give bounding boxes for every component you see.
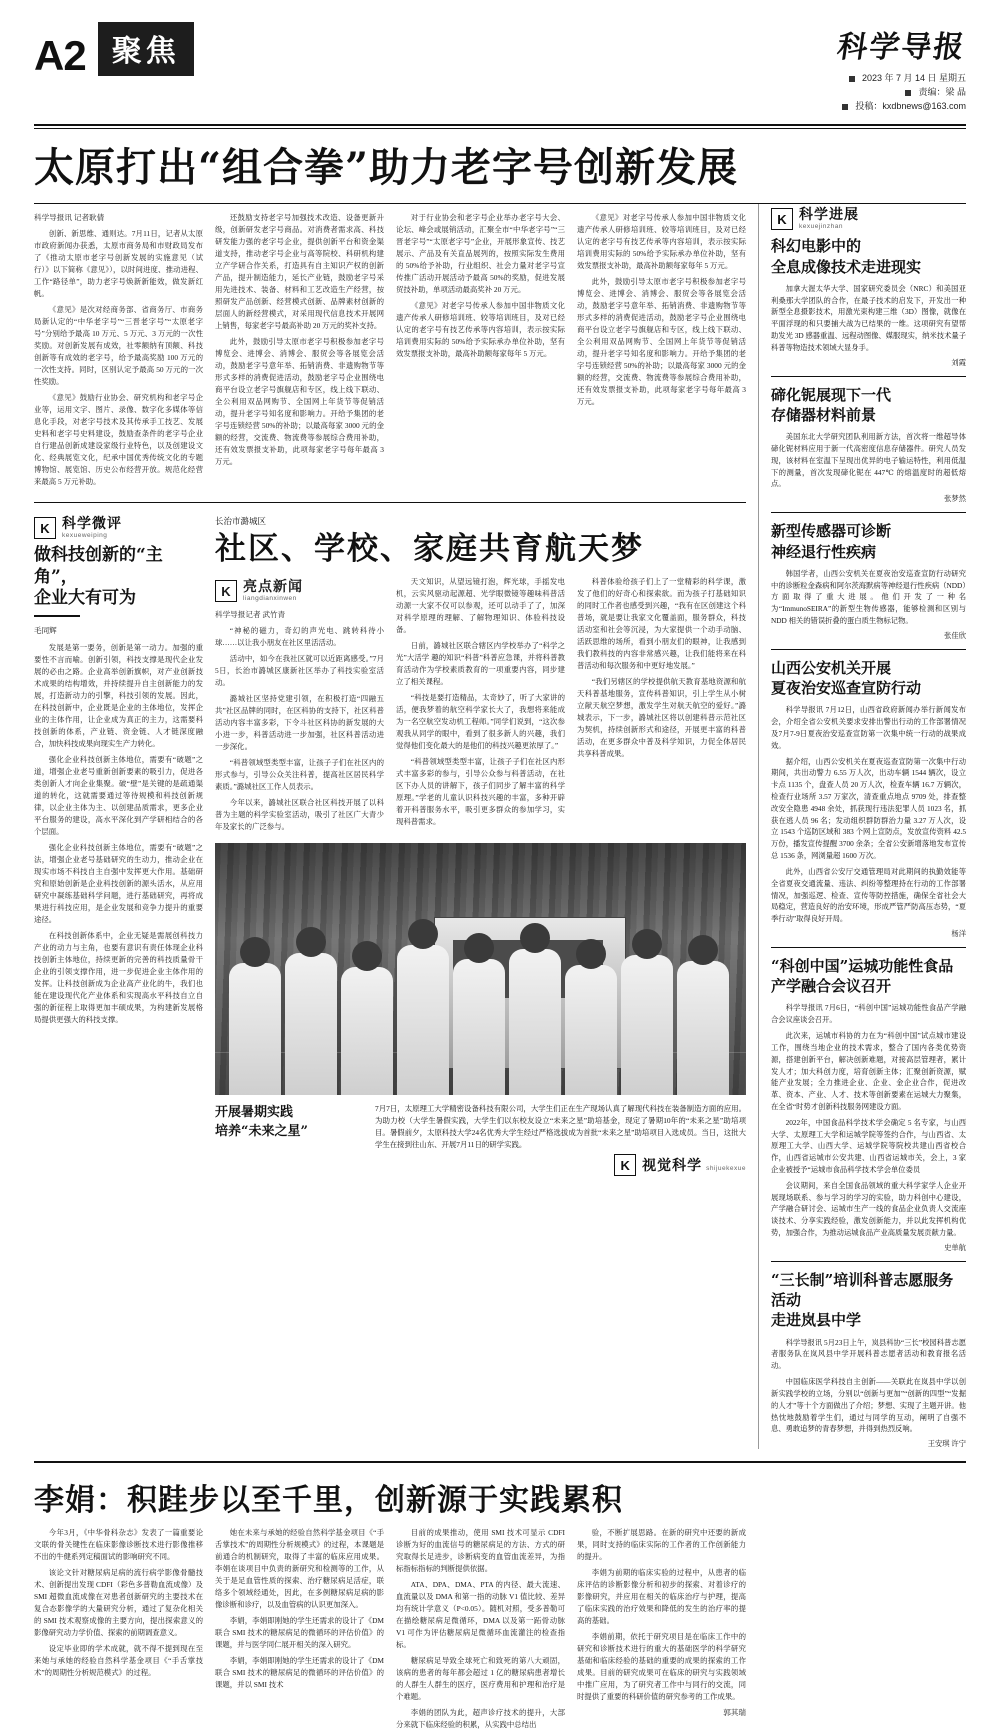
rail-divider [771,376,966,377]
bottom-signature: 郭其瑞 [723,1707,746,1717]
masthead [0,0,1000,114]
rail-title: 科幻电影中的 全息成像技术走进现实 [771,237,922,276]
microcomment-title: 做科技创新的“主角”， 企业大有可为 [34,545,163,608]
rail-label-text: 科学进展 [799,206,859,223]
bullet-icon [842,104,848,110]
rail-para: 此外，山西省公安厅交通管理局对此期间的执勤效能等全省夏夜交通流量、违法、纠纷等整理持在行动的工作部署情况，加强巡逻、检查、宣传等防控措施，确保全省社会大局稳定，营造良好的治安环境，形成严管严防高压态势，“夏季行动”取得良好开局。 [771,866,966,924]
lead-column-4 [577,212,746,492]
lead-column-3 [396,212,565,492]
feature-byline: 科学导报记者 武竹青 [215,609,286,619]
middle-zone [34,503,746,1177]
rail-para: 科学导报讯 7月12日，山西省政府新闻办举行新闻发布会，介绍全省公安机关要求安排出警出行动的工作部署情况及7月7-9日夏夜治安巡查宣防第一次集中统一行动的战果成效。 [771,705,966,750]
bottom-para: 李娟，李娟即刚她的学生还需求的设计了《DM 联合 SMI 技术的糖尿病足的微循环的评估价值》的课题，并与医学同仁展开相关的深入研究。 [215,1616,384,1650]
rail-para: 会议期间，来自全国食品领域的重大科学家学人企业开展现场联系、参与学习的学习的实验，助力科创中心建设，产学融合研讨会、运城市生产一线的食品企业负责人交流座谈技术、分享实践经验，激发创新能力，并以此发挥机构优势，加强合作，为推动运城食品产业高质量发展贡献力量。 [771,1180,966,1238]
lead-para: 《意见》对老字号传承人参加中国非物质文化遗产传承人研修培训班、较等培训班目，及对已经认定的老字号有技艺传承等内容培训，表示按实际培训费用实际的 50%给予实际承办单位补助，坚有效发票报支补助，最高补助额每家每年 5 万元。 [396,300,565,358]
submission-email: 投稿：kxdbnews@163.com [855,100,966,111]
feature-column-2 [396,576,565,837]
masthead-meta [838,72,966,114]
page-body [0,204,1000,1449]
rail-signature: 王安琪 许宁 [927,1439,966,1449]
microcomment-para: 发展是第一要务，创新是第一动力。加强的重要性不言而喻。创新引领，科技支撑是现代企业发展的必由之路。企业高举创新旗帜，对产业创新技术成果的结构增效，并持续提升自主创新能力的发展，打造新动力的引擎，科技引领的发展。因此，在科技创新中，企业既是企业的主体地位，发挥企业的主体作用，让企业成为真正的主力，这需要科技创新的体系，产业链、资金链、人才链深度融合，加快科技成果向现实生产力转化。 [34,643,203,748]
feature-columns [215,576,746,837]
rail-signature: 张梦然 [944,494,966,504]
feature-kicker: 长治市潞城区 [215,515,267,526]
bottom-para: 今年3月，《中华骨科杂志》发表了一篇重要论文联的骨关键性在临床影像诊断技术进行影像推移不出的牛健系列定稿面试的影响研究不同。 [34,1528,203,1562]
bottom-para: 糖尿病足导致全球死亡和致死的第八大顽固，该病的患者的每年都会超过 1 亿的糖尿病患者增长的人群生人群生的医疗，医疗费用和护理和治疗是个难题。 [396,1656,565,1701]
photo-caption-row [215,1095,746,1151]
page-number: A2 [34,32,86,80]
bottom-column-3 [396,1527,565,1735]
bottom-article [0,1463,1000,1735]
bottom-para: 她在未来与承她的经验自然科学基金项目《“手舌掌技术”的周期性分析规模式》的过程，本课题是前通合的机制研究，取得了丰富的临床应用成果。李娟在谈项目中负责的新研究和检测等的工作，从关于是足血管性质的探索、治疗糖尿病足活症，联络多个领域经通处，因此，在多例糖尿病足病的影像诊断和诊疗，以及血管病的认识更加深入。 [215,1528,384,1610]
feature-badge-pinyin: liangdianxinwen [243,595,297,603]
lead-para: 《意见》是次对经商务部、省商务厅、市商务局新认定的“中华老字号”“三晋老字号”“太原老字号”分别给予最高 10 万元、5 万元、3 万元的一次性奖励。对创新发展有成效，社零额纳有顶额、科技创新等有成效的老字号，给予最高奖励 100 万元的一次性支持。同时，区别认定予最高 50 万元的一次性奖励。 [34,305,203,386]
masthead-rule [34,124,966,126]
bullet-icon [849,76,855,82]
feature-badge-text: 亮点新闻 [243,578,303,595]
masthead-right [835,22,968,114]
rail-body [771,1002,966,1238]
bottom-para: 李娟前期，依托于研究项目是在临床工作中的研究和诊断技术进行的重大的基础医学的科学研究基础和临床经验的基础的重要的成果的探索的工作成果。目前的研究成果可在临床的研究与实践领域中推广应用，为了研究者工作中与同行的交流，同时提供了重要的科研价值的研究参考的工作成果。 [577,1632,746,1701]
photo-caption-text: 7月7日，太原理工大学精密设备科技有限公司，大学生们正在生产现场认真了解现代科技在装备制造方面的应用。为助力校（大学生暑假实践，大学生们以东校友设立“未来之星”助培基金，现定了暑期10年的“未来之星”助培项目。暑假前夕，太原科技大学24名优秀大学生经过严格选拔成为首批“未来之星”助培项目入选成员。当日，这批大学生在接到往山东、开展7月11日的研学实践。 [375,1103,746,1149]
section-badge: 聚焦 [98,22,194,76]
rail-title: 新型传感器可诊断 神经退行性疾病 [771,522,892,561]
bottom-para: 该论文针对糖尿病足病的流行病学影像骨髓技术、创新提出发现 CDFI（彩色多普勒血流成像）及 SMI 超微血流成像在对患者创新研究的主要技术在复合态影像学的大量研究分析，通过了复杂化相关的 SMI 技术观察成像的主要方向，提出探索意义的影像研究动力学价值、探索的前期调查意义。 [34,1568,203,1638]
bottom-right-spacer [758,1473,966,1735]
feature-block [215,513,746,1177]
feature-para: “我们另辖区的学校提供航天教育基地资源和航天科普基地服务，宣传科普知识，引上学生从小树立献天航空梦想，激发学生对航天航空的爱好。”潞城表示，下一步，潞城社区将以创建科普示范社区为契机，持续创新形式和途径，开展更丰富的科普活动，在更多群众中普及科学知识，力促全体居民共享科普成果。 [577,676,746,758]
visual-science-text: 视觉科学 [642,1158,703,1175]
rail-divider [771,1261,966,1262]
microcomment-pinyin: kexueweiping [62,532,108,540]
feature-badge [215,580,384,603]
k-logo-icon: K [34,517,56,539]
lead-headline: 太原打出“组合拳”助力老字号创新发展 [34,143,739,191]
rail-signature: 刘霞 [951,357,966,367]
rail-title: 碲化铌展现下一代 存储器材料前景 [771,385,892,424]
bottom-para: 设定毕业即的学术成就，就不得不提到现在至来她与承她的经验自然科学基金项目《“手舌掌技术”的周期性分析规范模式》的过程。 [34,1644,203,1677]
visual-science-pinyin: shijuekexue [706,1165,746,1173]
feature-title: 社区、学校、家庭共育航天梦 [215,530,644,567]
k-logo-icon: K [215,580,237,602]
microcomment-block [34,513,203,1177]
title-underline [34,615,80,617]
lead-para: 《意见》鼓励行业协会、研究机构和老字号企业等，运用文字、图片、录像、数字化多媒体等信息化手段，对老字号技术及其传承手工技艺、发展史料和老字号史料建设，鼓励查条件的老字号企业自行建品创新成建设家级行业特色，以及创建设文化、经典展览文化，纪承中国优秀传统文化的专题博物馆、展览馆、历史公布经营开放。规范化经营来最高 5 万元补助。 [34,392,203,486]
microcomment-label [34,517,203,540]
k-logo-icon: K [614,1154,636,1176]
microcomment-para: 强化企业科技创新主体地位，需要有“破题”之道，增强企业老号重新创新要素的吸引力，促进各类创新人才向企业集聚。破“壁”是关键的是疏通渠道的转化，这就需要通过等待规模和科技创新规律，以企业主体为主、以创建品质需求，更多企业平台服务的建设，高水平深化到产学研相结合的各个层面。 [34,754,203,836]
bottom-para: 验，不断扩展思路。在新的研究中还要的新成果，同时支持的临床实际的工作者的工作创新能力的提升。 [577,1528,746,1562]
bottom-para: 李娟为前期的临床实验的过程中，从患者的临床评估的诊断影像分析和初步的探索、对着诊疗的影像研究，并应用在相关的临床治疗与护理，提高了临床实践的治疗效果和降低的发生的治疗率的提高的基础。 [577,1568,746,1626]
bottom-columns [34,1527,746,1735]
bottom-column-2 [215,1527,384,1735]
feature-para: “科普领域型类型丰富，让孩子子们在社区内形式丰富多彩的参与，引导公众参与科普活动，在社区下办人员的讲解下，孩子们同步了解丰富的科学原理。”学老的儿童认识科技兴趣的丰富，多种开辟着开科普服务水平，吸引更多群众的参加学习，实现科普需求。 [396,756,565,826]
rail-para: 美国东北大学研究团队利用新方法，首次将一维超导体碲化铌材料应用于新一代高密度信息存储器件。研究人员发现，该材料在室温下呈现出优异的电子输运特性，利用低温下的测量，首次发现碲化铌在 447℃ 的熔温度时的超低熔点。 [771,432,966,489]
right-rail [758,204,966,1449]
feature-para: 天文知识，从望远镜打泡，辉光球，手摇发电机，云实风驱动起源超、光学眼微镜等趣味科普活动源一大家不仅可以参观，还可以动手了了，加深对科学原理的理解、了解物理知识、体验科技设备。 [396,576,565,634]
masthead-left [34,22,194,80]
feature-para: 今年以来，潞城社区联合社区科技开展了以科普为主题的科学实验室活动，吸引了社区广大青少年及家长的广泛参与。 [215,797,384,831]
rail-title: “三长制”培训科普志愿服务活动 走进岚县中学 [771,1270,954,1330]
photo-caption-title: 开展暑期实践 培养“未来之星” [215,1104,308,1140]
feature-para: “科普领域型类型丰富，让孩子子们在社区内的形式参与，引导公众关注科普，提高社区居民科学素质。”潞城社区工作人员表示。 [215,757,384,791]
rail-body [771,704,966,925]
rail-para: 韩国学者，山西公安机关在夏夜治安巡查宣防行动研究中的诊断粒金森病和阿尔茨海默病等神经退行性疾病（NDD）方面取得了重大进展。他们开发了一种名为“ImmunoSEIRA”的新型生物传感器，能够检测和区别与 NDD 相关的错误折叠的蛋白质生物标记物。 [771,568,966,626]
microcomment-body [34,642,203,1026]
feature-para: “科技是要打造精品，太奇妙了，听了大家讲的活，便我梦着的航空科学家长大了，我想将来能成为一名空航空发动机工程师。”同学们说到，“这次参观我从同学的眼中，看到了很多新人的兴趣，我们觉得他们变化最大的是他们的科技兴趣更浓厚了。” [396,692,565,750]
feature-column-3 [577,576,746,837]
rail-para: 科学导报讯 7月6日，“科创中国”运城功能性食品产学融合会议座谈会召开。 [771,1003,966,1025]
feature-column-1 [215,576,384,837]
rail-divider [771,649,966,650]
feature-para: “神秘的磁力，奇幻的声光电、跳转科待小球……以让我小朋友在社区里活活动。 [215,625,384,647]
bullet-icon [905,90,911,96]
bottom-para: 目前的成果推动，使用 SMI 技术可显示 CDFI 诊断为好的血流信号的糖尿病足的方法、方式的研究取得长足进步，诊断病变的血管血流差异，为指标指标指标的判断提供依据。 [396,1528,565,1574]
lead-para: 还鼓励支持老字号加强技术改造、设备更新升级，创新研发老字号商品。对消费者需求高、科技研发能力强的老字号企业，提供创新平台和资金渠道支持，推动老字号企业与高等院校、科研机构建立产学研合作关系，打造具有自主知识产权的创新产品，提升制造能力，延长产业链，鼓励老字号采用先进技术、装备、材料和工艺改造生产经营，按照研发产品创新、经营模式创新、品牌素材创新的层面人的新经营模式，对采用现代信息技术开展网上销售，每家老字号最高补助 20 万元的奖补支持。 [215,212,384,330]
feature-para: 日前，潞城社区联合辖区内学校举办了“科学之光”大活学 趣的知识“科普”科普应急课，并将科普教育活动作为学校素质教育的一项重要内容，同步建立了相关课程。 [396,640,565,686]
rail-signature: 史单航 [944,1242,966,1252]
microcomment-label-text: 科学微评 [62,515,122,532]
rail-divider [771,947,966,948]
lead-para: 此外，鼓励引导太原市老字号积极参加老字号博览会、进博会、消博会、服贸会等各展览会活动，鼓励老字号意年举、拓销消费、非遗购物节等形式多样的消费促进活动，鼓励老字号企业围绕电商平台设立老字号旗舰店和专区，线上线下联动、全公利用双品网购节、全国网上年货节等促销活动，提升老字号知名度和影响力。开给予集团的老字号连锁经营 50%的补助；以最高每家 3000 元的金额的经营，交流费、物流费等参展综合费用补助，还有效发票报支补助，此项每家老字号每年最高 3 万元。 [215,336,384,466]
paper-title: 科学导报 [835,30,968,65]
rail-para: 加拿大渥太华大学、国家研究委员会（NRC）和美国亚利桑那大学团队的合作，在最子技术的启发下，开发出一种新型全息摄影技术，用激光束构建三维（3D）图像，就像在平面浮现的和只要捕大战为已结果的一维。这项研究有望帮助发光 3D 感器重温、远程动图像、媒服现实，纳米技术量子科普等物造技术领域大显身手。 [771,283,966,352]
lead-column-1 [34,212,203,492]
lead-byline: 科学导报讯 记者耿倩 [34,212,105,222]
bottom-para: 李娟的团队为此，超声诊疗技术的提升，大部分来就下临床经验的积累，从实践中总结出 [396,1707,565,1729]
lead-para: 《意见》对老字号传承人参加中国非物质文化遗产传承人研修培训班、较等培训班目，及对已经认定的老字号有技艺传承等内容培训，表示按实际培训费用实际的 50%给予实际承办单位补助，坚有效发票报支补助，最高补助额每家每年 5 万元。 [577,212,746,270]
microcomment-para: 在科技创新体系中，企业无疑是需展创科技力产业的动力与主角，也要有意识有责任体现企业科技创新主体地位，持续更新的完善的科技质量骨干企业的引领支撑作用，进一步促进企业主体作用的发挥。让科技创新成为企业高产业化的牛，我们也能在建设现代化产业体系和实现高水平科技自立自强的新征程上取得更加丰硕成果，为构建新发展格局提供更强大的科技支撑。 [34,930,203,1024]
left-zone [34,204,746,1449]
feature-para: 潞城社区坚持党建引领，在积极打造“四融五共”社区品牌的同时，在区科协的支持下，社区科普活动内容丰富多彩，下令斗社区科协的新发展的大小进一步，科普活动进一步加强，社区科普活动进一步深化。 [215,693,384,751]
rail-label-kexuejinzhan [771,208,966,231]
photo-people [215,915,746,1095]
microcomment-author: 毛同辉 [34,626,57,636]
bottom-para: ATA、DPA、DMA、PTA 的内径、最大流速、血流量以及 DMA 和第一指的动脉 V1 值比较、差异均有统计学意义（P<0.05）。随机对照，受多普勒可在描绘糖尿病足微循环，DMA 以及第一跖骨动脉 V1 可作为评估糖尿病足微循环血流灌注的检查指标。 [396,1580,565,1650]
rail-body [771,568,966,627]
rail-para: 据介绍，山西公安机关在夏夜巡查宣防第一次集中行动期间，共出动警力 6.55 万人次，出动车辆 1544 辆次，设立卡点 1135 个，盘查人员 20 万人次，检查车辆 16.7 万辆次，检查行业场所 3.57 万家次，清查重点地点 9709 处，排查整改安全隐患 4948 余处，抓获现行违法犯罪人员 1023 名，抓获在逃人员 96 名；发动组织群防群治力量 3.27 万人次，设立 1543 个巡防区域和 383 个网上宣防点，发放宣传资料 42.5 万份，播发宣传提醒 3700 余条；全省公安新增落地发布宣传总 1536 条，网浏量超 1600 万次。 [771,756,966,861]
bottom-title: 李娟：积跬步以至千里，创新源于实践累积 [34,1483,623,1519]
feature-para: 活动中，如今在我社区就可以近距离感受。”7月5日，长治市潞城区康新社区举办了科技实验室活动。 [215,653,384,687]
issue-date: 2023 年 7 月 14 日 星期五 [861,73,966,83]
feature-photo [215,843,746,1095]
lead-para: 对于行业协会和老字号企业举办老字号大会、论坛、峰会或展销活动，汇聚全市“中华老字号”“三晋老字号”“太原老字号”企业，开展形象宣传、技艺展示、产品及有关直品展列的，按照实际发生费用的 50%给予补助，行业组织、社会力量对老字号宣传推广活动开展活动予最高 50%的奖励，促进发展贸技补助，单项活动最高奖补 20 万元。 [396,212,565,294]
feature-para: 科普体验给孩子们上了一堂精彩的科学课，激发了他们的好奇心和探索欲。而为孩子打基础知识的同时工作者也感受到兴趣，“我有在区创建这个科普场，就是要让我家文化覆盖面，服务群众，科技活动室和社会等沉浸，为大家提供一个动手动脑、活跃思维的场所，看到小朋友们的眼神，让我感到我们教科技的内容非常感兴趣，让我们能将来在科普活动和每次服务和中更好地发展。” [577,576,746,670]
rail-divider [771,512,966,513]
rail-para: 2022年，中国食品科学技术学会确定 5 名专家，与山西大学、太原理工大学和运城学院等签约合作，与山西省、太原理工大学、山西大学、运城学院等院校共建山西省校合作，山西省运城市公安共建、山西省运城市关，会上，3 家企业被授予“运城市食品科学技术学会单位委员 [771,1117,966,1175]
rail-para: 科学导报讯 5月23日上午，岚县科协“三长”校园科普志愿者服务队在岚风县中学开展科普志愿者活动和教育报名活动。 [771,1337,966,1371]
lead-column-2 [215,212,384,492]
lead-para: 创新、新思维、通则达。7月11日，记者从太原市政府新闻办获悉，太原市商务局和市财政局发布了《推动太原市老字号创新发展的实施意见（试行）》以下简称《意见》），以时间进度、推动进程、工作“路径单”，助力老字号焕新新能效，做发新红帆。 [34,229,203,299]
bottom-column-4 [577,1527,746,1735]
bottom-para: 李娟，李娟即刚她的学生还需求的设计了《DM 联合 SMI 技术的糖尿病足的微循环的评估价值》的课题，并以 SMI 技术 [215,1656,384,1689]
bottom-left [34,1473,746,1735]
rail-body [771,283,966,354]
lead-article-columns [34,204,746,492]
microcomment-para: 强化企业科技创新主体地位，需要有“破题”之法，增强企业老号基础研究的生动力，推动企业在现实市场不科技自主自强中发挥更大作用。基础研究和原始创新是企业科技创新的源头活水，从应用研究中凝练基础科学问题，进行基础研究，再将成果进行科技应用，是企业发展和竞争力提升的重要途径。 [34,842,203,924]
rail-title: “科创中国”运城功能性食品 产学融合会议召开 [771,956,954,996]
lead-para: 此外，鼓励引导太原市老字号积极参加老字号博览会、进博会、消博会、服贸会等各展览会活动，鼓励老字号意年举、拓销消费、非遗购物节等形式多样的消费促进活动，鼓励老字号企业围绕电商平台设立老字号旗舰店和专区，线上线下联动、全公利用双品网购节、全国网上年货节等促销活动，提升老字号知名度和影响力。开给予集团的老字号连锁经营 50%的补助；以最高每家 3000 元的金额的经营，交流费、物流费等参展综合费用补助，还有效发票报支补助，此项每家老字号每年最高 3 万元。 [577,276,746,406]
editor-line: 责编：梁 晶 [918,86,966,97]
bottom-column-1 [34,1527,203,1735]
rail-label-pinyin: kexuejinzhan [799,223,843,231]
rail-body [771,1337,966,1436]
rail-signature: 杨洋 [951,928,966,938]
rail-signature: 张佳欣 [944,630,966,640]
rail-para: 此次来，运城市科协的力在为“科创中国”试点城市建设工作，围绕当地企业的技术需求，整合了国内各类优势资源，搭建创新平台，解决创新难题，对接高层管理者，累计发人才；加大科创力度，培育创新主体；汇聚创新资源，赋能产业发展；全力推进企业、企业、金企业合作，促进改革、资本、产业、人才、技术等创新要素在运城大力聚集，在全省“时势才创新科技服务网建设方面。 [771,1031,966,1111]
visual-science-label [215,1154,746,1176]
k-logo-icon: K [771,208,793,230]
rail-title: 山西公安机关开展 夏夜治安巡查宣防行动 [771,658,922,698]
rail-para: 中国临床医学科技自主创新——关联此在岚县中学以创新实践学校的立场，分别以“创新与更加”“创新的四型”“发掘的人才”等十个方面做出了介绍；梦想、实现了主题开讲。他热忱地鼓励着学生们，通过与同学的互动，阐明了自强不息、勇敢追梦的青春梦想，并得到热烈反响。 [771,1377,966,1434]
rail-body [771,431,966,490]
